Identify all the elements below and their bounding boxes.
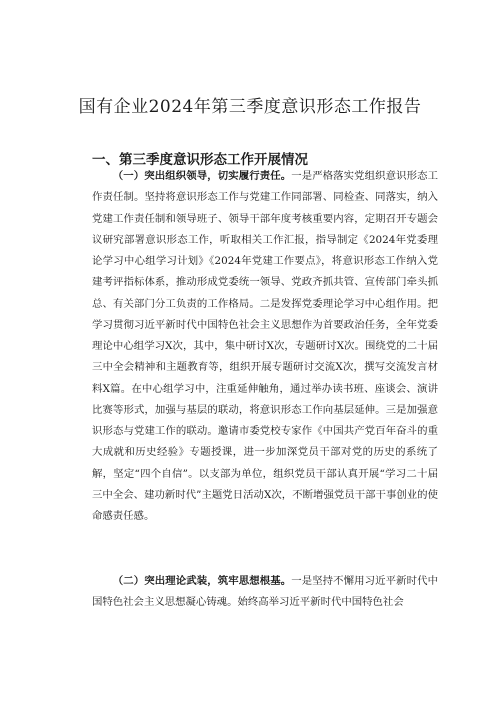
document-title: 国有企业2024年第三季度意识形态工作报告	[78, 97, 422, 117]
paragraph-lead: （一）突出组织领导，切实履行责任。	[112, 170, 292, 182]
body-paragraph	[92, 571, 438, 614]
section-heading: 一、第三季度意识形态工作开展情况	[92, 152, 308, 168]
body-paragraph	[92, 166, 438, 527]
paragraph-lead: （二）突出理论武装，筑牢思想根基。	[112, 575, 292, 587]
paragraph-text: 一是严格落实党组织意识形态工作责任制。坚持将意识形态工作与党建工作同部署、同检查、同落实，纳入党建工作责任制和领导班子、领导干部年度考核重要内容，定期召开专题会议研究部署意识形态工作，听取相关工作汇报，指导制定《2024年党委理论学习中心组学习计划》《2024年党建工作要点》，将意识形态工作纳入党建考评指标体系，推动形成党委统一领导、党政齐抓共管、宣传部门牵头抓总、有关部门分工负责的工作格局。二是发挥党委理论学习中心组作用。把学习贯彻习近平新时代中国特色社会主义思想作为首要政治任务，全年党委理论中心组学习X次，其中，集中研讨X次，专题研讨X次。围绕党的二十届三中全会精神和主题教育等，组织开展专题研讨交流X次，撰写交流发言材料X篇。在中心组学习中，注重延伸触角，通过举办读书班、座谈会、演讲比赛等形式，加强与基层的联动，将意识形态工作向基层延伸。三是加强意识形态与党建工作的联动。邀请市委党校专家作《中国共产党百年奋斗的重大成就和历史经验》专题授课，进一步加深党员干部对党的历史的系统了解，坚定“四个自信”。以支部为单位，组织党员干部认真开展“学习二十届三中全会、建功新时代”主题党日活动X次，不断增强党员干部干事创业的使命感责任感。	[92, 170, 439, 522]
paragraph-text: 一是坚持不懈用习近平新时代中国特色社会主义思想凝心铸魂。始终高举习近平新时代中国特色社会	[92, 575, 439, 609]
